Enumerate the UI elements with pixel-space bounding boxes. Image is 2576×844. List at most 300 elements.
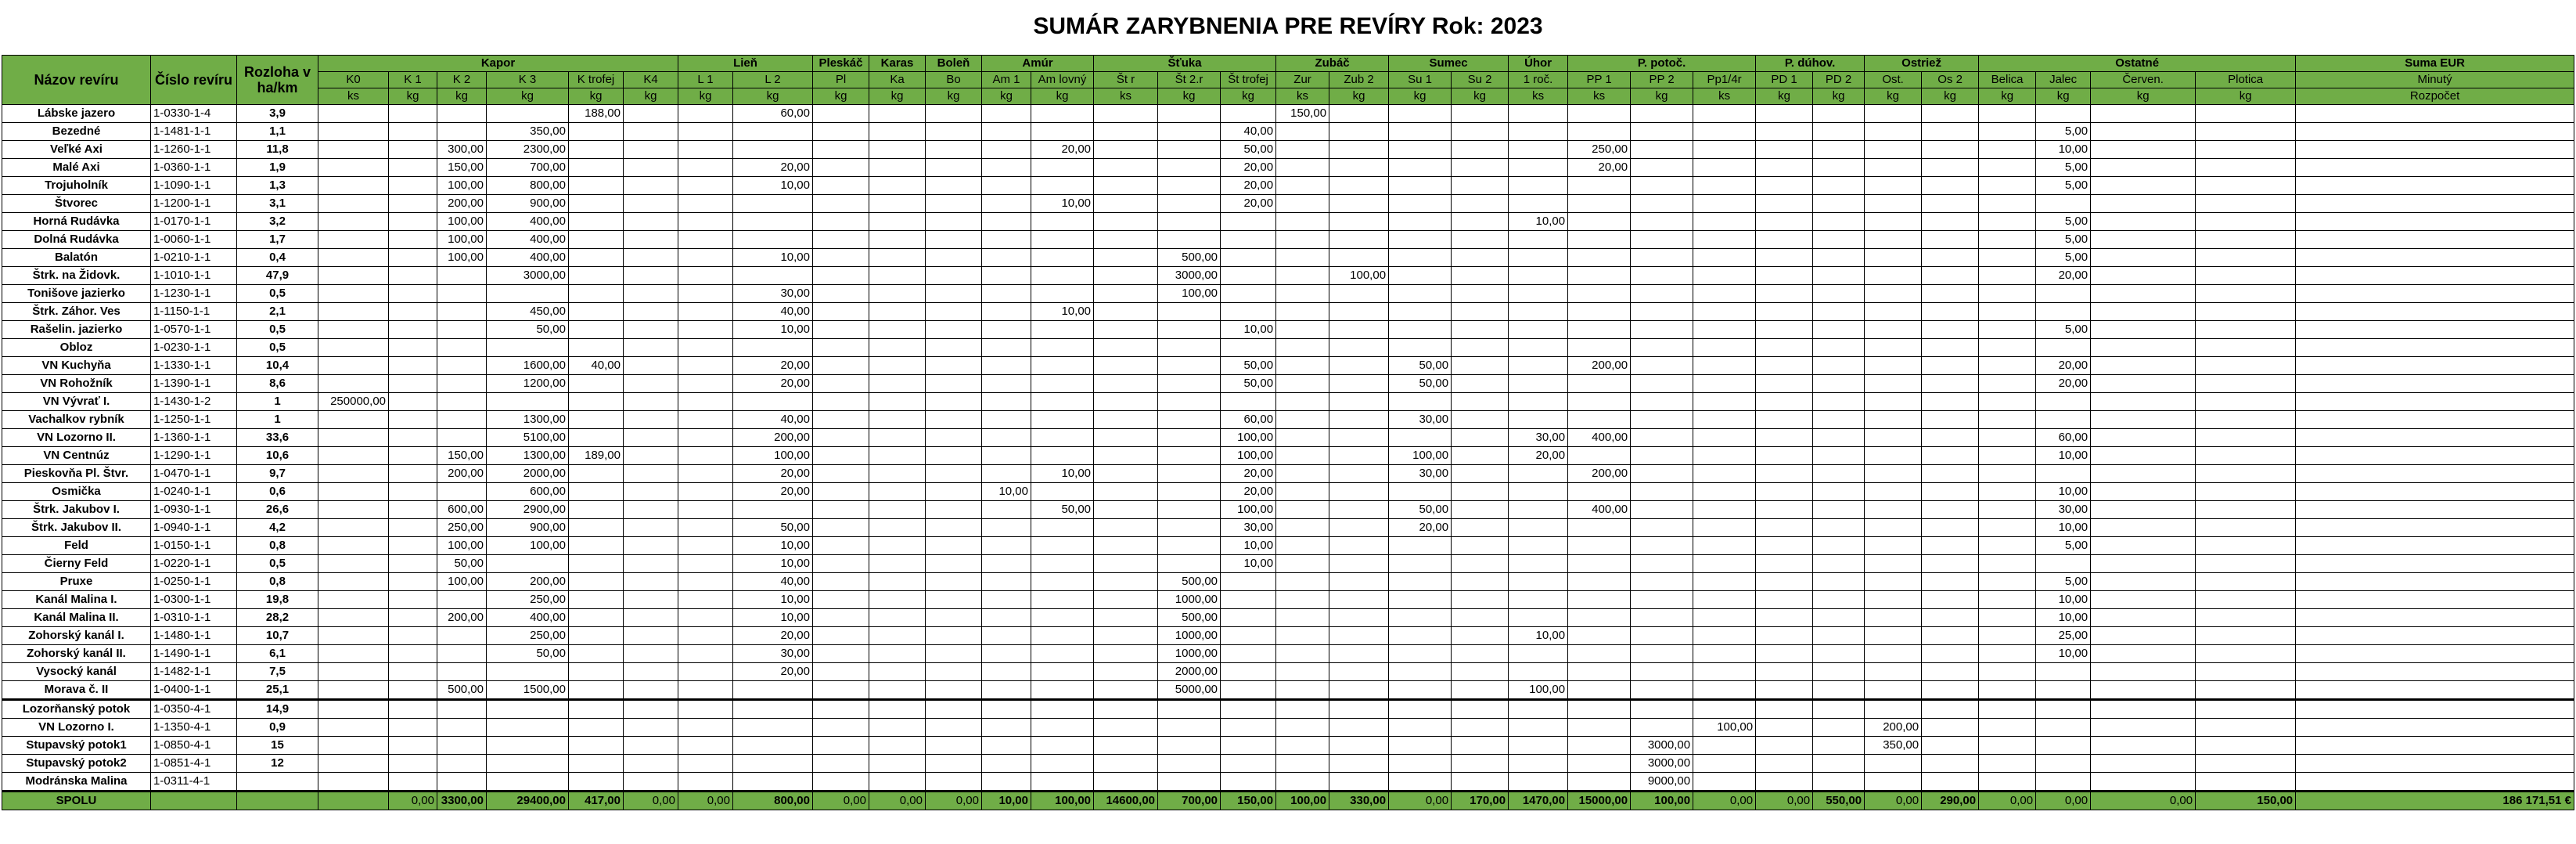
- table-cell: 20,00: [733, 627, 813, 645]
- table-cell: [1631, 501, 1693, 519]
- table-cell: [1329, 537, 1389, 555]
- table-cell: [624, 357, 678, 375]
- table-cell: [437, 285, 487, 303]
- table-cell: [869, 483, 926, 501]
- table-cell: [1756, 681, 1813, 700]
- table-cell: [1031, 105, 1094, 123]
- table-cell: [2296, 519, 2574, 537]
- table-cell: [624, 177, 678, 195]
- table-cell: [2091, 465, 2196, 483]
- table-cell: [1922, 375, 1979, 393]
- table-cell: [1389, 737, 1452, 755]
- header-unit: kg: [1922, 88, 1979, 105]
- table-cell: 5000,00: [1158, 681, 1221, 700]
- table-cell: [926, 105, 982, 123]
- table-cell: [813, 555, 869, 573]
- table-row: [2, 663, 2574, 681]
- table-cell: [1693, 555, 1756, 573]
- table-cell: [1509, 159, 1568, 177]
- table-cell: 5,00: [2036, 177, 2091, 195]
- table-cell: [982, 719, 1031, 737]
- table-cell: [1094, 411, 1158, 429]
- header-group: Karas: [869, 56, 926, 72]
- table-cell: [1452, 159, 1509, 177]
- reservoir-area: 1,1: [237, 123, 318, 141]
- table-cell: [569, 573, 624, 591]
- table-cell: 9000,00: [1631, 773, 1693, 792]
- table-cell: [1329, 501, 1389, 519]
- table-cell: 40,00: [733, 573, 813, 591]
- table-cell: [1979, 375, 2036, 393]
- table-cell: [624, 627, 678, 645]
- table-cell: [2296, 537, 2574, 555]
- table-cell: [1452, 519, 1509, 537]
- table-cell: [733, 700, 813, 719]
- table-cell: [1276, 609, 1329, 627]
- table-cell: [389, 773, 437, 792]
- table-cell: [2091, 231, 2196, 249]
- table-cell: [1452, 213, 1509, 231]
- table-cell: [624, 573, 678, 591]
- total-value: 29400,00: [487, 792, 569, 810]
- table-cell: 100,00: [1693, 719, 1756, 737]
- total-value: 290,00: [1922, 792, 1979, 810]
- reservoir-area: 1,7: [237, 231, 318, 249]
- table-cell: [926, 719, 982, 737]
- table-cell: [813, 663, 869, 681]
- table-cell: [1276, 285, 1329, 303]
- table-cell: [1094, 321, 1158, 339]
- reservoir-area: 1: [237, 393, 318, 411]
- table-cell: [733, 231, 813, 249]
- table-cell: [1813, 681, 1865, 700]
- table-cell: [1329, 555, 1389, 573]
- table-cell: [318, 159, 389, 177]
- table-cell: [2196, 285, 2296, 303]
- table-row: [2, 501, 2574, 519]
- table-cell: [1979, 357, 2036, 375]
- table-cell: [1979, 519, 2036, 537]
- header-unit: kg: [1813, 88, 1865, 105]
- table-cell: 100,00: [487, 537, 569, 555]
- table-cell: [1631, 141, 1693, 159]
- table-cell: 150,00: [1276, 105, 1329, 123]
- table-row: [2, 321, 2574, 339]
- table-cell: [982, 285, 1031, 303]
- table-cell: 500,00: [1158, 609, 1221, 627]
- table-cell: [2196, 645, 2296, 663]
- table-cell: [1094, 213, 1158, 231]
- table-cell: [569, 339, 624, 357]
- table-cell: [318, 231, 389, 249]
- table-cell: [1452, 609, 1509, 627]
- table-cell: [1568, 681, 1631, 700]
- table-row: [2, 195, 2574, 213]
- table-cell: [1693, 321, 1756, 339]
- table-cell: [1813, 447, 1865, 465]
- header-unit: kg: [1756, 88, 1813, 105]
- table-cell: [1756, 627, 1813, 645]
- table-cell: [569, 429, 624, 447]
- table-cell: [2091, 700, 2196, 719]
- table-cell: [1693, 105, 1756, 123]
- table-cell: [318, 105, 389, 123]
- total-value: 0,00: [813, 792, 869, 810]
- table-cell: [1979, 213, 2036, 231]
- table-cell: [1389, 663, 1452, 681]
- reservoir-number: 1-1330-1-1: [151, 357, 237, 375]
- table-cell: [389, 213, 437, 231]
- reservoir-number: 1-0311-4-1: [151, 773, 237, 792]
- table-cell: [1221, 231, 1276, 249]
- reservoir-area: 0,5: [237, 555, 318, 573]
- table-cell: 30,00: [2036, 501, 2091, 519]
- table-cell: 100,00: [437, 177, 487, 195]
- table-cell: 10,00: [982, 483, 1031, 501]
- table-row: [2, 411, 2574, 429]
- table-cell: [389, 737, 437, 755]
- table-cell: [1329, 700, 1389, 719]
- header-area-col: Rozloha v ha/km: [237, 56, 318, 105]
- table-cell: 100,00: [1329, 267, 1389, 285]
- reservoir-number: 1-0250-1-1: [151, 573, 237, 591]
- table-cell: [1452, 249, 1509, 267]
- table-cell: 900,00: [487, 195, 569, 213]
- table-cell: [624, 195, 678, 213]
- table-cell: 10,00: [1221, 321, 1276, 339]
- table-cell: [2091, 483, 2196, 501]
- table-cell: 20,00: [1221, 465, 1276, 483]
- header-column: Su 1: [1389, 72, 1452, 88]
- reservoir-name: Čierny Feld: [2, 555, 151, 573]
- table-cell: [2196, 537, 2296, 555]
- table-cell: [1389, 195, 1452, 213]
- table-cell: [1568, 737, 1631, 755]
- table-cell: [1922, 773, 1979, 792]
- table-cell: [926, 609, 982, 627]
- table-cell: [1329, 357, 1389, 375]
- table-cell: [437, 321, 487, 339]
- table-cell: [1922, 519, 1979, 537]
- header-unit: kg: [2196, 88, 2296, 105]
- header-column: PD 2: [1813, 72, 1865, 88]
- table-cell: [1865, 519, 1922, 537]
- total-value: 0,00: [1389, 792, 1452, 810]
- table-cell: 10,00: [2036, 519, 2091, 537]
- table-cell: [926, 123, 982, 141]
- table-cell: 100,00: [437, 537, 487, 555]
- reservoir-name: Lábske jazero: [2, 105, 151, 123]
- table-cell: [1452, 411, 1509, 429]
- table-cell: [678, 105, 733, 123]
- table-cell: [1922, 411, 1979, 429]
- table-cell: [678, 700, 733, 719]
- table-cell: [318, 773, 389, 792]
- table-cell: [1756, 537, 1813, 555]
- table-cell: [813, 755, 869, 773]
- table-cell: [1922, 555, 1979, 573]
- table-cell: 50,00: [733, 519, 813, 537]
- table-cell: [1221, 737, 1276, 755]
- table-row: [2, 429, 2574, 447]
- table-cell: [982, 375, 1031, 393]
- reservoir-name: Štvorec: [2, 195, 151, 213]
- table-cell: [1094, 483, 1158, 501]
- reservoir-number: 1-1250-1-1: [151, 411, 237, 429]
- table-cell: [2196, 303, 2296, 321]
- table-cell: 2000,00: [487, 465, 569, 483]
- table-cell: [624, 663, 678, 681]
- table-cell: [1452, 737, 1509, 755]
- table-cell: [1693, 700, 1756, 719]
- table-cell: [1813, 719, 1865, 737]
- table-cell: [813, 627, 869, 645]
- table-cell: 10,00: [2036, 483, 2091, 501]
- table-cell: [318, 719, 389, 737]
- table-cell: [1329, 105, 1389, 123]
- table-cell: [624, 411, 678, 429]
- table-cell: [1094, 105, 1158, 123]
- table-cell: [1865, 375, 1922, 393]
- table-cell: [1158, 357, 1221, 375]
- table-cell: [2091, 339, 2196, 357]
- table-cell: [2091, 411, 2196, 429]
- table-cell: [1865, 159, 1922, 177]
- table-cell: [1756, 429, 1813, 447]
- table-cell: [678, 231, 733, 249]
- table-cell: [437, 393, 487, 411]
- table-cell: [813, 465, 869, 483]
- table-cell: [389, 159, 437, 177]
- table-cell: [624, 555, 678, 573]
- table-cell: [569, 519, 624, 537]
- table-cell: [2196, 773, 2296, 792]
- table-cell: [2036, 681, 2091, 700]
- table-cell: [2091, 393, 2196, 411]
- table-cell: [1276, 339, 1329, 357]
- table-cell: [389, 303, 437, 321]
- table-cell: [1568, 700, 1631, 719]
- table-cell: [1509, 231, 1568, 249]
- header-unit: kg: [982, 88, 1031, 105]
- table-cell: [487, 393, 569, 411]
- table-cell: [1276, 465, 1329, 483]
- table-cell: [1031, 429, 1094, 447]
- table-cell: [2091, 303, 2196, 321]
- table-cell: [1631, 465, 1693, 483]
- table-cell: [624, 755, 678, 773]
- table-cell: [869, 773, 926, 792]
- table-cell: [1922, 501, 1979, 519]
- table-cell: [1329, 177, 1389, 195]
- table-cell: [1221, 681, 1276, 700]
- table-cell: [1389, 645, 1452, 663]
- reservoir-number: 1-1200-1-1: [151, 195, 237, 213]
- table-row: [2, 339, 2574, 357]
- table-cell: [487, 737, 569, 755]
- table-cell: 40,00: [733, 303, 813, 321]
- table-cell: [1979, 123, 2036, 141]
- table-cell: [318, 141, 389, 159]
- reservoir-name: VN Lozorno II.: [2, 429, 151, 447]
- table-cell: [1509, 411, 1568, 429]
- table-cell: [1094, 719, 1158, 737]
- table-cell: [1031, 755, 1094, 773]
- table-cell: [1031, 393, 1094, 411]
- table-cell: 10,00: [733, 177, 813, 195]
- table-cell: [389, 249, 437, 267]
- table-cell: [1452, 591, 1509, 609]
- table-cell: [1221, 339, 1276, 357]
- total-value: 3300,00: [437, 792, 487, 810]
- table-cell: [624, 773, 678, 792]
- table-cell: [1813, 700, 1865, 719]
- table-cell: [678, 501, 733, 519]
- table-cell: [2296, 737, 2574, 755]
- table-cell: [1452, 501, 1509, 519]
- table-cell: [1509, 177, 1568, 195]
- table-cell: [1329, 285, 1389, 303]
- table-cell: [1094, 249, 1158, 267]
- reservoir-area: 11,8: [237, 141, 318, 159]
- table-cell: [569, 700, 624, 719]
- table-cell: [389, 483, 437, 501]
- table-cell: 5,00: [2036, 213, 2091, 231]
- table-cell: [1158, 375, 1221, 393]
- table-cell: [982, 429, 1031, 447]
- table-cell: [624, 719, 678, 737]
- table-cell: [869, 357, 926, 375]
- table-cell: [1031, 519, 1094, 537]
- table-cell: [1631, 645, 1693, 663]
- table-cell: [926, 231, 982, 249]
- header-column: 1 roč.: [1509, 72, 1568, 88]
- table-cell: [982, 700, 1031, 719]
- table-cell: [1756, 105, 1813, 123]
- reservoir-area: 10,7: [237, 627, 318, 645]
- table-cell: [678, 357, 733, 375]
- header-column: K 3: [487, 72, 569, 88]
- table-cell: [678, 267, 733, 285]
- table-cell: [1922, 285, 1979, 303]
- reservoir-name: Zohorský kanál I.: [2, 627, 151, 645]
- header-group: Amúr: [982, 56, 1094, 72]
- table-cell: 10,00: [1031, 303, 1094, 321]
- table-cell: [1922, 591, 1979, 609]
- reservoir-number: 1-0360-1-1: [151, 159, 237, 177]
- table-row: [2, 393, 2574, 411]
- table-cell: 200,00: [437, 195, 487, 213]
- table-cell: [1221, 393, 1276, 411]
- table-cell: [1865, 663, 1922, 681]
- header-unit: kg: [624, 88, 678, 105]
- table-cell: [1509, 700, 1568, 719]
- table-cell: [1568, 285, 1631, 303]
- table-cell: [1329, 231, 1389, 249]
- table-cell: [1568, 213, 1631, 231]
- table-cell: [982, 465, 1031, 483]
- table-cell: [2296, 411, 2574, 429]
- reservoir-name: Štrk. Záhor. Ves: [2, 303, 151, 321]
- table-cell: [1329, 663, 1389, 681]
- table-cell: [2296, 303, 2574, 321]
- table-cell: [813, 411, 869, 429]
- reservoir-name: Trojuholník: [2, 177, 151, 195]
- table-cell: [1158, 465, 1221, 483]
- table-cell: [1509, 555, 1568, 573]
- table-cell: [1813, 321, 1865, 339]
- table-cell: 1600,00: [487, 357, 569, 375]
- table-cell: [1922, 700, 1979, 719]
- table-cell: [1389, 231, 1452, 249]
- table-cell: [1158, 429, 1221, 447]
- reservoir-name: Modránska Malina: [2, 773, 151, 792]
- table-cell: [1452, 700, 1509, 719]
- table-cell: [869, 465, 926, 483]
- table-cell: [813, 195, 869, 213]
- header-unit: kg: [1329, 88, 1389, 105]
- table-cell: [1276, 755, 1329, 773]
- table-cell: [1389, 249, 1452, 267]
- table-cell: [1922, 609, 1979, 627]
- table-cell: [1865, 339, 1922, 357]
- table-cell: [1158, 737, 1221, 755]
- total-value: 330,00: [1329, 792, 1389, 810]
- table-cell: [1094, 501, 1158, 519]
- table-cell: [1031, 681, 1094, 700]
- table-cell: [1865, 501, 1922, 519]
- table-cell: [1813, 537, 1865, 555]
- table-cell: [1568, 411, 1631, 429]
- table-cell: 400,00: [487, 213, 569, 231]
- table-cell: [318, 195, 389, 213]
- table-cell: 100,00: [1158, 285, 1221, 303]
- table-cell: [869, 267, 926, 285]
- table-cell: [1276, 123, 1329, 141]
- table-cell: [1756, 393, 1813, 411]
- table-cell: [1865, 249, 1922, 267]
- table-cell: [1631, 285, 1693, 303]
- table-cell: [1158, 141, 1221, 159]
- table-cell: [1756, 663, 1813, 681]
- table-cell: 40,00: [1221, 123, 1276, 141]
- table-cell: [1329, 719, 1389, 737]
- table-cell: [1389, 303, 1452, 321]
- table-cell: [678, 755, 733, 773]
- table-cell: [982, 773, 1031, 792]
- table-cell: 20,00: [1568, 159, 1631, 177]
- table-cell: [1221, 267, 1276, 285]
- table-cell: [318, 429, 389, 447]
- table-row: [2, 755, 2574, 773]
- table-cell: [1813, 645, 1865, 663]
- reservoir-number: 1-0930-1-1: [151, 501, 237, 519]
- table-cell: 50,00: [1031, 501, 1094, 519]
- table-cell: [1452, 375, 1509, 393]
- table-cell: [437, 719, 487, 737]
- table-cell: [2036, 195, 2091, 213]
- table-cell: [1389, 573, 1452, 591]
- table-cell: [2296, 447, 2574, 465]
- table-cell: [1631, 357, 1693, 375]
- table-cell: [1389, 285, 1452, 303]
- table-cell: [569, 555, 624, 573]
- table-cell: [1452, 357, 1509, 375]
- table-cell: [437, 700, 487, 719]
- table-cell: [624, 465, 678, 483]
- table-cell: [318, 555, 389, 573]
- table-cell: [1979, 627, 2036, 645]
